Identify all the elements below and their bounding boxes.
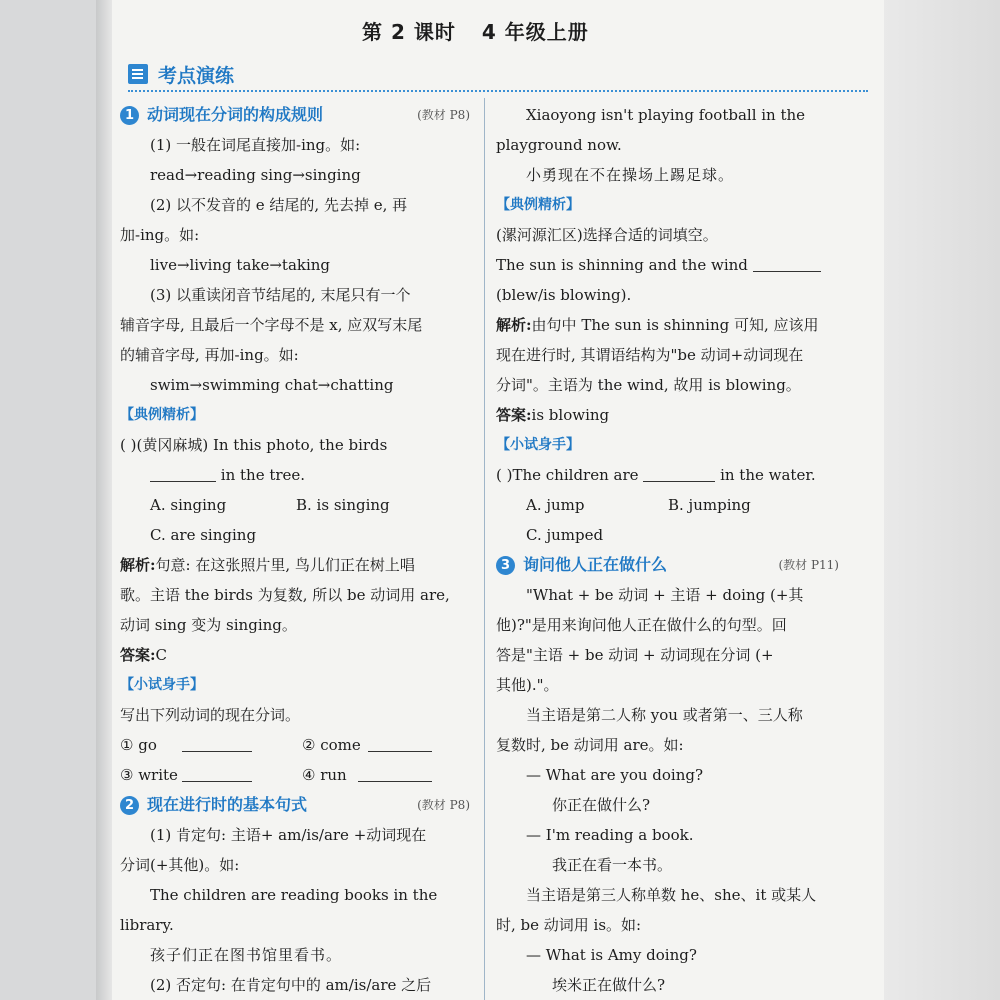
question-text: ( )(黄冈麻城) In this photo, the birds bbox=[120, 436, 388, 454]
answer-blank[interactable] bbox=[182, 765, 252, 782]
book-page bbox=[112, 0, 884, 1000]
example-sentence: playground now. bbox=[496, 136, 622, 154]
rule-text: (2) 以不发音的 e 结尾的, 先去掉 e, 再 bbox=[150, 196, 408, 214]
answer-value: C bbox=[155, 646, 168, 664]
column-divider bbox=[484, 98, 485, 1000]
answer-blank[interactable] bbox=[368, 735, 432, 752]
question-text: (blew/is blowing). bbox=[496, 286, 632, 304]
option-b: B. is singing bbox=[296, 496, 390, 514]
right-column bbox=[496, 100, 839, 1000]
rule-text: (1) 肯定句: 主语+ am/is/are +动词现在 bbox=[150, 826, 427, 844]
example-translation: 小勇现在不在操场上踢足球。 bbox=[526, 166, 735, 184]
options-row bbox=[120, 490, 470, 520]
topic-title: 动词现在分词的构成规则 bbox=[147, 105, 324, 124]
question-text: The sun is shinning and the wind bbox=[496, 256, 748, 274]
answer-blank[interactable] bbox=[358, 765, 432, 782]
analysis-label: 解析: bbox=[120, 556, 156, 574]
dialogue-line: — What is Amy doing? bbox=[526, 946, 697, 964]
rule-text: 当主语是第三人称单数 he、she、it 或某人 bbox=[526, 886, 817, 904]
topic-title: 现在进行时的基本句式 bbox=[147, 795, 308, 814]
topic-1-heading bbox=[120, 100, 470, 130]
topic-number: 1 bbox=[120, 106, 139, 125]
rule-text: (2) 否定句: 在肯定句中的 am/is/are 之后 bbox=[150, 976, 432, 994]
dialogue-line: — What are you doing? bbox=[526, 766, 704, 784]
option-c: C. jumped bbox=[526, 526, 604, 544]
topic-2-heading bbox=[120, 790, 470, 820]
grade-label: 4 年级上册 bbox=[481, 20, 589, 44]
rule-text: 他)?"是用来询问他人正在做什么的句型。回 bbox=[496, 616, 787, 634]
topic-title: 询问他人正在做什么 bbox=[523, 555, 668, 574]
textbook-ref: (教材 P8) bbox=[417, 798, 470, 812]
lesson-label: 第 2 课时 bbox=[362, 20, 456, 44]
answer-blank[interactable] bbox=[643, 465, 715, 482]
answer-value: is blowing bbox=[531, 406, 610, 424]
example-sentence: library. bbox=[120, 916, 174, 934]
practice-tag: 【小试身手】 bbox=[120, 677, 204, 693]
topic-number: 3 bbox=[496, 556, 515, 575]
practice-row bbox=[120, 760, 470, 790]
example-tag: 【典例精析】 bbox=[496, 197, 580, 213]
analysis-text: 动词 sing 变为 singing。 bbox=[120, 616, 297, 634]
rule-example: swim→swimming chat→chatting bbox=[150, 376, 394, 394]
analysis-text: 现在进行时, 其谓语结构为"be 动词+动词现在 bbox=[496, 346, 804, 364]
page-title bbox=[362, 16, 615, 45]
rule-text: 复数时, be 动词用 are。如: bbox=[496, 736, 684, 754]
question-text: in the water. bbox=[720, 466, 816, 484]
analysis-text: 由句中 The sun is shinning 可知, 应该用 bbox=[531, 316, 819, 334]
dialogue-translation: 我正在看一本书。 bbox=[552, 856, 673, 874]
practice-item: ③ write bbox=[120, 766, 178, 784]
option-a: A. singing bbox=[150, 496, 227, 514]
rule-text: 其他)."。 bbox=[496, 676, 559, 694]
answer-blank[interactable] bbox=[182, 735, 252, 752]
topic-3-heading bbox=[496, 550, 839, 580]
practice-item: ④ run bbox=[302, 766, 347, 784]
rule-text: 分词(+其他)。如: bbox=[120, 856, 240, 874]
topic-number: 2 bbox=[120, 796, 139, 815]
answer-blank[interactable] bbox=[753, 255, 821, 272]
left-column bbox=[120, 100, 470, 1000]
section-header bbox=[128, 58, 868, 92]
dialogue-translation: 埃米正在做什么? bbox=[552, 976, 666, 994]
analysis-label: 解析: bbox=[496, 316, 532, 334]
rule-text: 时, be 动词用 is。如: bbox=[496, 916, 642, 934]
rule-example: live→living take→taking bbox=[150, 256, 331, 274]
practice-tag: 【小试身手】 bbox=[496, 437, 580, 453]
rule-text: 辅音字母, 且最后一个字母不是 x, 应双写末尾 bbox=[120, 316, 423, 334]
answer-label: 答案: bbox=[120, 646, 156, 664]
analysis-text: 句意: 在这张照片里, 鸟儿们正在树上唱 bbox=[155, 556, 415, 574]
rule-text: (1) 一般在词尾直接加-ing。如: bbox=[150, 136, 361, 154]
section-title: 考点演练 bbox=[158, 65, 235, 87]
option-a: A. jump bbox=[526, 496, 585, 514]
rule-text: 的辅音字母, 再加-ing。如: bbox=[120, 346, 299, 364]
practice-item: ① go bbox=[120, 736, 157, 754]
option-b: B. jumping bbox=[668, 496, 751, 514]
analysis-text: 分词"。主语为 the wind, 故用 is blowing。 bbox=[496, 376, 801, 394]
question-text: ( )The children are bbox=[496, 466, 639, 484]
practice-instruction: 写出下列动词的现在分词。 bbox=[120, 706, 301, 724]
answer-label: 答案: bbox=[496, 406, 532, 424]
rule-text: 当主语是第二人称 you 或者第一、三人称 bbox=[526, 706, 803, 724]
example-sentence: The children are reading books in the bbox=[150, 886, 438, 904]
list-icon bbox=[128, 64, 148, 84]
rule-text: 答是"主语 + be 动词 + 动词现在分词 (+ bbox=[496, 646, 774, 664]
answer-blank[interactable] bbox=[150, 465, 216, 482]
facing-page-edge bbox=[884, 0, 1000, 1000]
rule-text: "What + be 动词 + 主语 + doing (+其 bbox=[526, 586, 804, 604]
textbook-ref: (教材 P11) bbox=[778, 558, 839, 572]
book-gutter-left bbox=[96, 0, 112, 1000]
rule-example: read→reading sing→singing bbox=[150, 166, 361, 184]
example-translation: 孩子们正在图书馆里看书。 bbox=[150, 946, 343, 964]
analysis-text: 歌。主语 the birds 为复数, 所以 be 动词用 are, bbox=[120, 586, 450, 604]
options-row bbox=[496, 490, 839, 520]
example-tag: 【典例精析】 bbox=[120, 407, 204, 423]
practice-row bbox=[120, 730, 470, 760]
question-text: in the tree. bbox=[220, 466, 306, 484]
rule-text: (3) 以重读闭音节结尾的, 末尾只有一个 bbox=[150, 286, 411, 304]
dialogue-translation: 你正在做什么? bbox=[552, 796, 651, 814]
question-text: (漯河源汇区)选择合适的词填空。 bbox=[496, 226, 718, 244]
dialogue-line: — I'm reading a book. bbox=[526, 826, 694, 844]
practice-item: ② come bbox=[302, 736, 361, 754]
option-c: C. are singing bbox=[150, 526, 257, 544]
textbook-ref: (教材 P8) bbox=[417, 108, 470, 122]
example-sentence: Xiaoyong isn't playing football in the bbox=[526, 106, 806, 124]
rule-text: 加-ing。如: bbox=[120, 226, 200, 244]
